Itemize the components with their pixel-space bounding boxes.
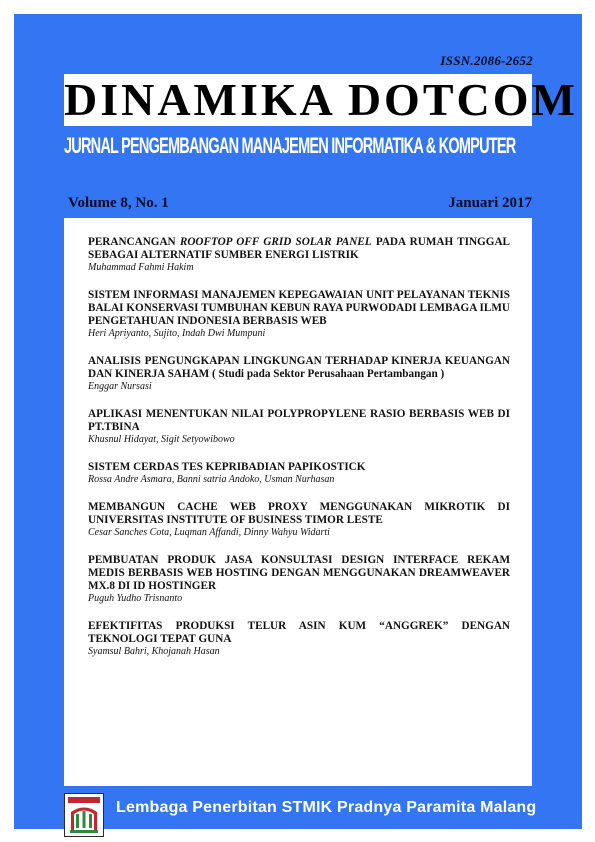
contents-panel (64, 218, 532, 786)
issn-label: ISSN.2086-2652 (440, 53, 533, 68)
article-title-emphasis: ROOFTOP OFF GRID SOLAR PANEL (179, 236, 372, 248)
volume-number: Volume 8, No. 1 (68, 195, 169, 211)
article-title: EFEKTIFITAS PRODUKSI TELUR ASIN KUM “ANGGREK” DENGAN TEKNOLOGI TEPAT GUNA (88, 620, 510, 645)
article-authors: Cesar Sanches Cota, Luqman Affandi, Dinny Wahyu Widarti (88, 527, 330, 538)
title-banner (64, 74, 578, 126)
article-title-text: PERANCANGAN (88, 236, 180, 248)
article-title (88, 236, 510, 262)
article-entry (88, 554, 510, 605)
article-title: PEMBUATAN PRODUK JASA KONSULTASI DESIGN INTERFACE REKAM MEDIS BERBASIS WEB HOSTING DENGAN MENGGUNAKAN DREAMWEAVER MX.8 DI ID HOSTINGER (88, 554, 510, 592)
article-entry (88, 355, 510, 393)
article-entry (88, 461, 510, 486)
journal-title: DINAMIKA DOTCOM (64, 74, 578, 125)
issue-date: Januari 2017 (448, 195, 532, 211)
publisher-name: Lembaga Penerbitan STMIK Pradnya Paramita Malang (116, 799, 537, 816)
article-title: SISTEM CERDAS TES KEPRIBADIAN PAPIKOSTICK (88, 461, 366, 473)
article-entry (88, 408, 510, 446)
article-title: MEMBANGUN CACHE WEB PROXY MENGGUNAKAN MIKROTIK DI UNIVERSITAS INSTITUTE OF BUSINESS TIMOR LESTE (88, 501, 510, 526)
article-authors: Khusnul Hidayat, Sigit Setyowibowo (88, 434, 235, 445)
article-list (88, 236, 510, 673)
article-authors: Muhammad Fahmi Hakim (88, 262, 194, 273)
article-title: ANALISIS PENGUNGKAPAN LINGKUNGAN TERHADAP KINERJA KEUANGAN DAN KINERJA SAHAM ( Studi pada Sektor Perusahaan Pertambangan ) (88, 355, 510, 380)
article-authors: Enggar Nursasi (88, 381, 152, 392)
article-authors: Rossa Andre Asmara, Banni satria Andoko, Usman Nurhasan (88, 474, 335, 485)
stmik-logo-graphic (65, 794, 103, 836)
article-title-text: PADA RUMAH TINGGAL SEBAGAI ALTERNATIF SUMBER ENERGI LISTRIK (88, 236, 511, 261)
publisher-footer (64, 793, 537, 825)
journal-subtitle: JURNAL PENGEMBANGAN MANAJEMEN INFORMATIKA & KOMPUTER (64, 133, 516, 158)
article-entry (88, 236, 510, 274)
article-entry (88, 289, 510, 340)
article-title: APLIKASI MENENTUKAN NILAI POLYPROPYLENE RASIO BERBASIS WEB DI PT.TBINA (88, 408, 510, 433)
article-authors: Heri Apriyanto, Sujito, Indah Dwi Mumpuni (88, 328, 266, 339)
article-authors: Syamsul Bahri, Khojanah Hasan (88, 646, 220, 657)
article-title: SISTEM INFORMASI MANAJEMEN KEPEGAWAIAN UNIT PELAYANAN TEKNIS BALAI KONSERVASI TUMBUHAN KEBUN RAYA PURWODADI LEMBAGA ILMU PENGETAHUAN INDONESIA BERBASIS WEB (88, 289, 510, 327)
article-entry (88, 501, 510, 539)
article-entry (88, 620, 510, 658)
article-authors: Puguh Yudho Trisnanto (88, 593, 183, 604)
stmik-logo (64, 793, 104, 837)
